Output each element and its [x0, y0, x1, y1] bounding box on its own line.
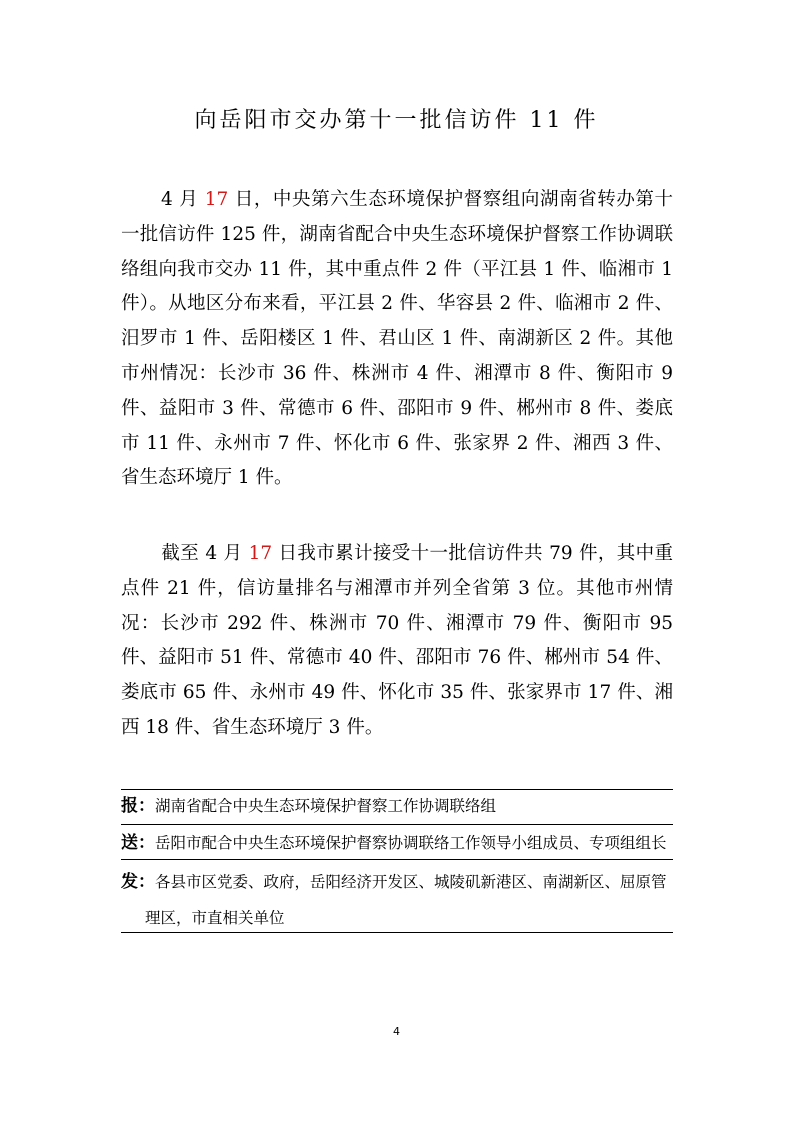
para1-text: 日，中央第六生态环境保护督察组向湖南省转办第十一批信访件 125 件，湖南省配合中央生态环境保护督察工作协调联络组向我市交办 11 件，其中重点件 2 件（平江县 1 件、临湘市 1 件）。从地区分布来看，平江县 2 件、华容县 2 件、临湘市 2 件、汨罗市 1 件、岳阳楼区 1 件、君山区 1 件、南湖新区 2 件。其他市州情况：长沙市 36 件、株洲市 4 件、湘潭市 8 件、衡阳市 9 件、益阳市 3 件、常德市 6 件、邵阳市 9 件、郴州市 8 件、娄底市 11 件、永州市 7 件、怀化市 6 件、张家界 2 件、湘西 3 件、省生态环境厅 1 件。 [121, 189, 673, 489]
send-text: 岳阳市配合中央生态环境保护督察协调联络工作领导小组成员、专项组组长 [155, 834, 667, 852]
divider-top [121, 789, 673, 790]
para1-date-red: 17 [204, 189, 229, 210]
page-number: 4 [393, 1025, 400, 1038]
para2-date-red: 17 [248, 543, 273, 564]
para1-pre: 4 月 [161, 189, 205, 210]
divider-bottom [121, 932, 673, 933]
issue-text-2: 理区，市直相关单位 [145, 909, 285, 927]
issue-label: 发： [121, 872, 155, 892]
report-label: 报： [121, 796, 155, 816]
paragraph-1 [121, 183, 673, 496]
divider-1 [121, 824, 673, 825]
para2-pre: 截至 4 月 [161, 543, 249, 564]
send-row [121, 828, 673, 853]
divider-2 [121, 859, 673, 860]
paragraph-2 [121, 537, 673, 746]
document-title: 向岳阳市交办第十一批信访件 11 件 [194, 108, 599, 133]
issue-text-1: 各县市区党委、政府，岳阳经济开发区、城陵矶新港区、南湖新区、屈原管 [155, 873, 667, 891]
para2-text: 日我市累计接受十一批信访件共 79 件，其中重点件 21 件，信访量排名与湘潭市并列全省第 3 位。其他市州情况：长沙市 292 件、株洲市 70 件、湘潭市 79 件、衡阳市 95 件、益阳市 51 件、常德市 40 件、邵阳市 76 件、郴州市 54 件、娄底市 65 件、永州市 49 件、怀化市 35 件、张家界市 17 件、湘西 18 件、省生态环境厅 3 件。 [121, 543, 673, 738]
report-row [121, 791, 673, 816]
send-label: 送： [121, 833, 155, 853]
report-text: 湖南省配合中央生态环境保护督察工作协调联络组 [155, 797, 497, 815]
issue-row [121, 864, 673, 936]
